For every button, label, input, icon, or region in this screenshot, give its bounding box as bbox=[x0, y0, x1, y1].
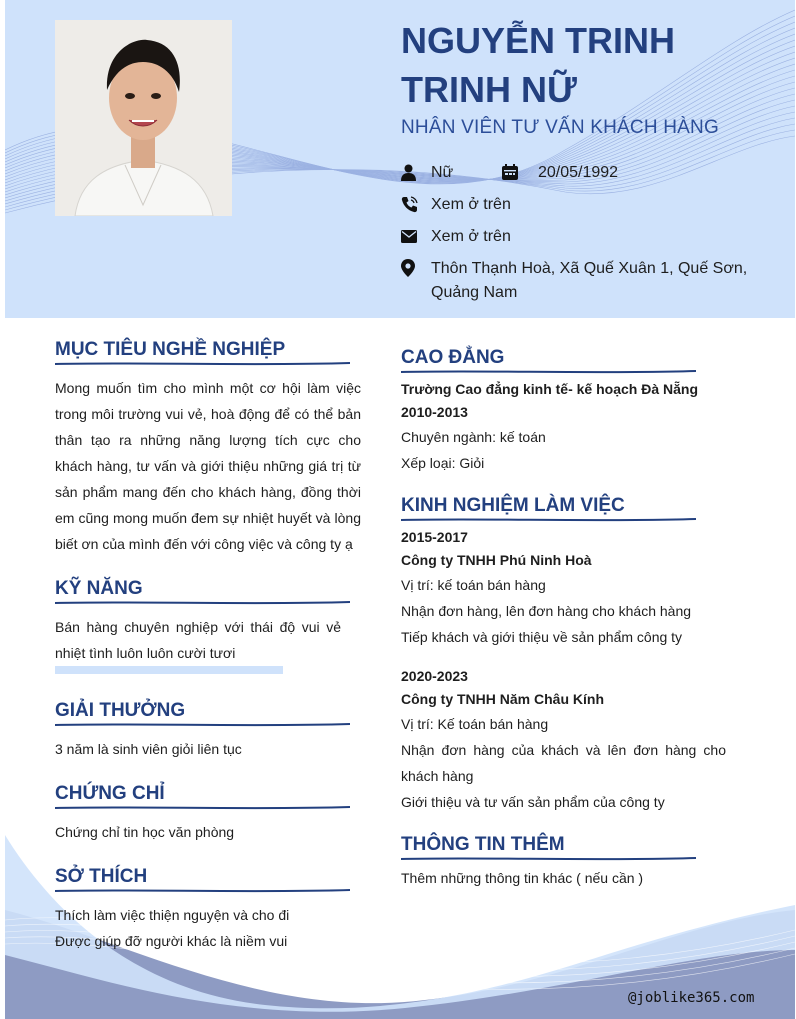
candidate-role: NHÂN VIÊN TƯ VẤN KHÁCH HÀNG bbox=[401, 117, 719, 138]
candidate-name: NGUYỄN TRINH TRINH NỮ bbox=[401, 20, 676, 110]
job-1-period: 2015-2017 bbox=[401, 529, 468, 545]
extra-underline bbox=[401, 856, 696, 862]
education-title: CAO ĐẲNG bbox=[401, 347, 505, 368]
skills-title: KỸ NĂNG bbox=[55, 578, 143, 599]
objective-text: Mong muốn tìm cho mình một cơ hội làm việc trong môi trường vui vẻ, hoà động để có thể bản thân tạo ra những năng lượng tích cực cho khách hàng, tư vấn và giới thiệu những giá trị từ sản phẩm mang đến cho khách hàng, đồng thời em cũng mong muốn đem sự nhiệt huyết và lòng biết ơn của mình đến với công việc và công ty ạ bbox=[55, 380, 361, 552]
job-2-company: Công ty TNHH Năm Châu Kính bbox=[401, 691, 604, 707]
cv-page bbox=[5, 0, 795, 1019]
job-2-period: 2020-2023 bbox=[401, 668, 468, 684]
address-line-2: Quảng Nam bbox=[431, 284, 518, 301]
awards-title: GIẢI THƯỞNG bbox=[55, 700, 186, 721]
address-row bbox=[401, 257, 747, 305]
map-pin-icon bbox=[401, 257, 431, 279]
phone-row bbox=[401, 193, 511, 217]
skills-underline bbox=[55, 600, 350, 606]
calendar-icon bbox=[502, 161, 538, 183]
skill-level-bar bbox=[55, 666, 283, 674]
objective-title: MỤC TIÊU NGHỀ NGHIỆP bbox=[55, 339, 286, 360]
certificates-underline bbox=[55, 805, 350, 811]
user-icon bbox=[401, 161, 431, 183]
education-underline bbox=[401, 369, 696, 375]
experience-underline bbox=[401, 517, 696, 523]
gender-row bbox=[401, 161, 453, 185]
job-2-position: Vị trí: Kế toán bán hàng bbox=[401, 716, 549, 732]
extra-title: THÔNG TIN THÊM bbox=[401, 834, 565, 855]
job-2-duty-1: Nhận đơn hàng của khách và lên đơn hàng cho khách hàng bbox=[401, 742, 726, 784]
email-row bbox=[401, 225, 511, 249]
address-value bbox=[431, 257, 747, 305]
job-1-duty-1: Nhận đơn hàng, lên đơn hàng cho khách hàng bbox=[401, 603, 692, 619]
footer-wave-decoration bbox=[5, 780, 795, 1019]
certificates-title: CHỨNG CHỈ bbox=[55, 783, 165, 804]
hobbies-underline bbox=[55, 888, 350, 894]
email-value: Xem ở trên bbox=[431, 228, 511, 245]
education-major: Chuyên ngành: kế toán bbox=[401, 429, 546, 445]
education-school: Trường Cao đẳng kinh tế- kế hoạch Đà Nẵng bbox=[401, 381, 699, 397]
awards-underline bbox=[55, 722, 350, 728]
job-1-duty-2: Tiếp khách và giới thiệu về sản phẩm công ty bbox=[401, 629, 683, 645]
skills-text: Bán hàng chuyên nghiệp với thái độ vui vẻ nhiệt tình luôn luôn cười tươi bbox=[55, 619, 341, 661]
certificates-text: Chứng chỉ tin học văn phòng bbox=[55, 824, 235, 840]
job-1-position: Vị trí: kế toán bán hàng bbox=[401, 577, 546, 593]
phone-value: Xem ở trên bbox=[431, 196, 511, 213]
address-line-1: Thôn Thạnh Hoà, Xã Quế Xuân 1, Quế Sơn, bbox=[431, 260, 748, 277]
hobbies-line-1: Thích làm việc thiện nguyện và cho đi bbox=[55, 907, 290, 923]
hobbies-line-2: Được giúp đỡ người khác là niềm vui bbox=[55, 933, 288, 949]
dob-value: 20/05/1992 bbox=[538, 164, 619, 181]
hobbies-title: SỞ THÍCH bbox=[55, 866, 148, 887]
watermark: @joblike365.com bbox=[628, 990, 755, 1006]
awards-text: 3 năm là sinh viên giỏi liên tục bbox=[55, 741, 242, 757]
dob-row bbox=[502, 161, 618, 185]
education-period: 2010-2013 bbox=[401, 404, 468, 420]
envelope-icon bbox=[401, 225, 431, 247]
job-1-company: Công ty TNHH Phú Ninh Hoà bbox=[401, 552, 592, 568]
job-2-duty-2: Giới thiệu và tư vấn sản phẩm của công ty bbox=[401, 794, 665, 810]
extra-text: Thêm những thông tin khác ( nếu cần ) bbox=[401, 870, 644, 886]
objective-underline bbox=[55, 361, 350, 367]
profile-photo bbox=[55, 20, 232, 216]
phone-icon bbox=[401, 193, 431, 215]
education-grade: Xếp loại: Giỏi bbox=[401, 455, 485, 471]
gender-value: Nữ bbox=[431, 164, 454, 181]
experience-title: KINH NGHIỆM LÀM VIỆC bbox=[401, 495, 625, 516]
